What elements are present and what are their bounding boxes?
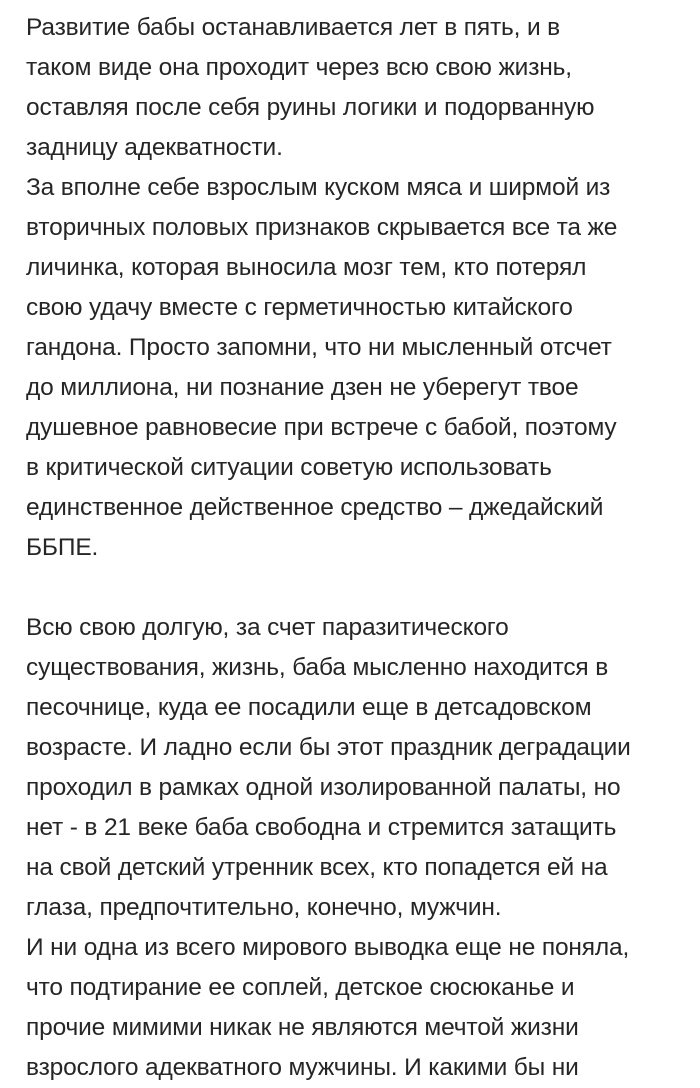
- paragraph-2: [26, 168, 686, 568]
- article-text: [26, 8, 686, 1088]
- text-line: прочие мимими никак не являются мечтой жизни: [26, 1014, 579, 1041]
- text-line: личинка, которая выносила мозг тем, кто потерял: [26, 254, 587, 281]
- text-line: взрослого адекватного мужчины. И какими бы ни: [26, 1054, 579, 1081]
- text-line: таком виде она проходит через всю свою жизнь,: [26, 54, 572, 81]
- text-line: возрасте. И ладно если бы этот праздник деградации: [26, 734, 631, 761]
- paragraph-1: [26, 8, 686, 168]
- text-line: оставляя после себя руины логики и подорванную: [26, 94, 595, 121]
- text-line: до миллиона, ни познание дзен не уберегут твое: [26, 374, 579, 401]
- text-line: проходил в рамках одной изолированной палаты, но: [26, 774, 621, 801]
- text-line: на свой детский утренник всех, кто попадется ей на: [26, 854, 608, 881]
- text-line: песочнице, куда ее посадили еще в детсадовском: [26, 694, 592, 721]
- text-line: душевное равновесие при встрече с бабой, поэтому: [26, 414, 617, 441]
- paragraph-4: [26, 928, 686, 1088]
- text-line: что подтирание ее соплей, детское сюсюканье и: [26, 974, 575, 1001]
- text-line: задницу адекватности.: [26, 134, 283, 161]
- text-line: вторичных половых признаков скрывается все та же: [26, 214, 618, 241]
- text-line: гандона. Просто запомни, что ни мысленный отсчет: [26, 334, 612, 361]
- text-line: И ни одна из всего мирового выводка еще не поняла,: [26, 934, 630, 961]
- paragraph-spacer: [26, 568, 686, 608]
- text-line: нет - в 21 веке баба свободна и стремится затащить: [26, 814, 617, 841]
- text-line: свою удачу вместе с герметичностью китайского: [26, 294, 573, 321]
- text-line: существования, жизнь, баба мысленно находится в: [26, 654, 609, 681]
- text-line: За вполне себе взрослым куском мяса и ширмой из: [26, 174, 611, 201]
- text-line: в критической ситуации советую использовать: [26, 454, 552, 481]
- text-line: единственное действенное средство – джедайский: [26, 494, 604, 521]
- paragraph-3: [26, 608, 686, 928]
- text-line: глаза, предпочтительно, конечно, мужчин.: [26, 894, 502, 921]
- text-line: Всю свою долгую, за счет паразитического: [26, 614, 509, 641]
- text-line: Развитие бабы останавливается лет в пять, и в: [26, 14, 561, 41]
- text-line: ББПЕ.: [26, 534, 99, 561]
